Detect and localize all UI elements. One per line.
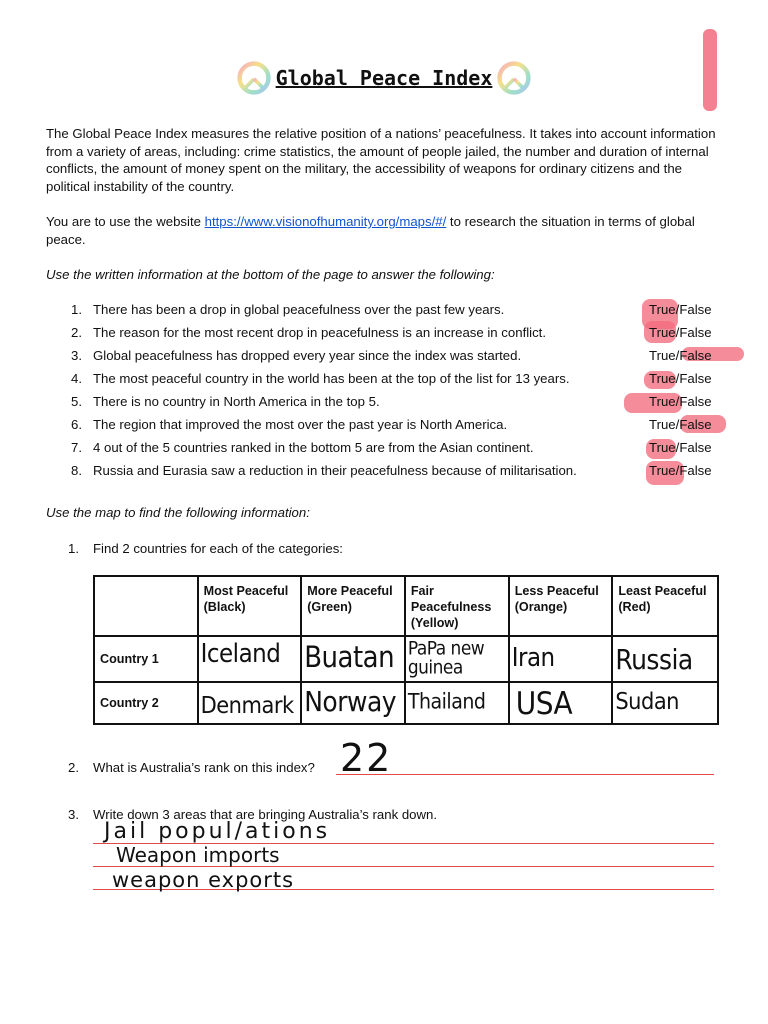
instruction-map: Use the map to find the following information: bbox=[46, 505, 310, 520]
website-link[interactable]: https://www.visionofhumanity.org/maps/#/ bbox=[204, 214, 447, 229]
question-2: 2. What is Australia’s rank on this index? bbox=[68, 760, 315, 775]
table-cell[interactable]: Thailand bbox=[405, 682, 509, 724]
table-header: More Peaceful (Green) bbox=[301, 576, 405, 636]
statement-row: 7. 4 out of the 5 countries ranked in the bottom 5 are from the Asian continent. True/False bbox=[71, 440, 712, 455]
peace-sign-icon bbox=[236, 60, 272, 96]
page-title: Global Peace Index bbox=[275, 66, 493, 90]
table-header: Less Peaceful (Orange) bbox=[509, 576, 613, 636]
table-cell[interactable]: Russia bbox=[612, 636, 718, 682]
table-header: Least Peaceful (Red) bbox=[612, 576, 718, 636]
table-cell[interactable]: Sudan bbox=[612, 682, 718, 724]
true-false-choice[interactable]: True/False bbox=[649, 394, 712, 409]
statement-row: 1. There has been a drop in global peacefulness over the past few years. True/False bbox=[71, 302, 712, 317]
handwritten-answer: Weapon imports bbox=[116, 843, 280, 867]
table-cell[interactable]: Norway bbox=[301, 682, 405, 724]
statement-row: 3. Global peacefulness has dropped every year since the index was started. True/False bbox=[71, 348, 712, 363]
table-header: Most Peaceful (Black) bbox=[198, 576, 302, 636]
table-cell[interactable]: USA bbox=[509, 682, 613, 724]
question-3: 3. Write down 3 areas that are bringing Australia’s rank down. bbox=[68, 807, 438, 822]
true-false-choice[interactable]: True/False bbox=[649, 463, 712, 478]
website-prefix: You are to use the website bbox=[46, 214, 205, 229]
statement-row: 6. The region that improved the most over the past year is North America. True/False bbox=[71, 417, 712, 432]
handwritten-answer: Jail popul/ations bbox=[104, 819, 331, 844]
statement-row: 2. The reason for the most recent drop in peacefulness is an increase in conflict. True/False bbox=[71, 325, 712, 340]
table-cell[interactable]: Buatan bbox=[301, 636, 405, 682]
statement-row: 8. Russia and Eurasia saw a reduction in their peacefulness because of militarisation. True/False bbox=[71, 463, 712, 478]
true-false-list bbox=[46, 301, 726, 485]
true-false-choice[interactable]: True/False bbox=[649, 371, 712, 386]
peace-sign-icon bbox=[496, 60, 532, 96]
row-label: Country 2 bbox=[94, 682, 198, 724]
table-cell[interactable]: Iceland bbox=[198, 636, 302, 682]
countries-table bbox=[93, 575, 719, 725]
rank-answer: 22 bbox=[340, 736, 393, 780]
true-false-choice[interactable]: True/False bbox=[649, 440, 712, 455]
table-header bbox=[94, 576, 198, 636]
true-false-choice[interactable]: True/False bbox=[649, 325, 712, 340]
question-1: 1. Find 2 countries for each of the categories: bbox=[68, 541, 343, 556]
statement-row: 5. There is no country in North America in the top 5. True/False bbox=[71, 394, 712, 409]
table-cell[interactable]: PaPa new guinea bbox=[405, 636, 509, 682]
table-header: Fair Peacefulness (Yellow) bbox=[405, 576, 509, 636]
table-header-row bbox=[94, 576, 718, 636]
true-false-choice[interactable]: True/False bbox=[649, 348, 712, 363]
answer-line[interactable] bbox=[336, 774, 714, 775]
table-cell[interactable]: Iran bbox=[509, 636, 613, 682]
title-row bbox=[0, 60, 768, 96]
handwritten-answer: weapon exports bbox=[112, 868, 295, 892]
table-cell[interactable]: Denmark bbox=[198, 682, 302, 724]
website-paragraph bbox=[46, 213, 718, 248]
row-label: Country 1 bbox=[94, 636, 198, 682]
table-row bbox=[94, 636, 718, 682]
intro-paragraph: The Global Peace Index measures the relative position of a nations’ peacefulness. It takes into account information from a variety of areas, including: crime statistics, the amount of people jailed, the number and duration of internal conflicts, the amount of money spent on the military, the accessibility of weapons for ordinary citizens and the political instability of the country. bbox=[46, 126, 716, 194]
statement-row: 4. The most peaceful country in the world has been at the top of the list for 13 years. True/False bbox=[71, 371, 712, 386]
true-false-choice[interactable]: True/False bbox=[649, 302, 712, 317]
website-suffix: to research the situation in terms of global peace. bbox=[46, 214, 695, 247]
instruction-written: Use the written information at the bottom of the page to answer the following: bbox=[46, 267, 495, 282]
true-false-choice[interactable]: True/False bbox=[649, 417, 712, 432]
table-row bbox=[94, 682, 718, 724]
